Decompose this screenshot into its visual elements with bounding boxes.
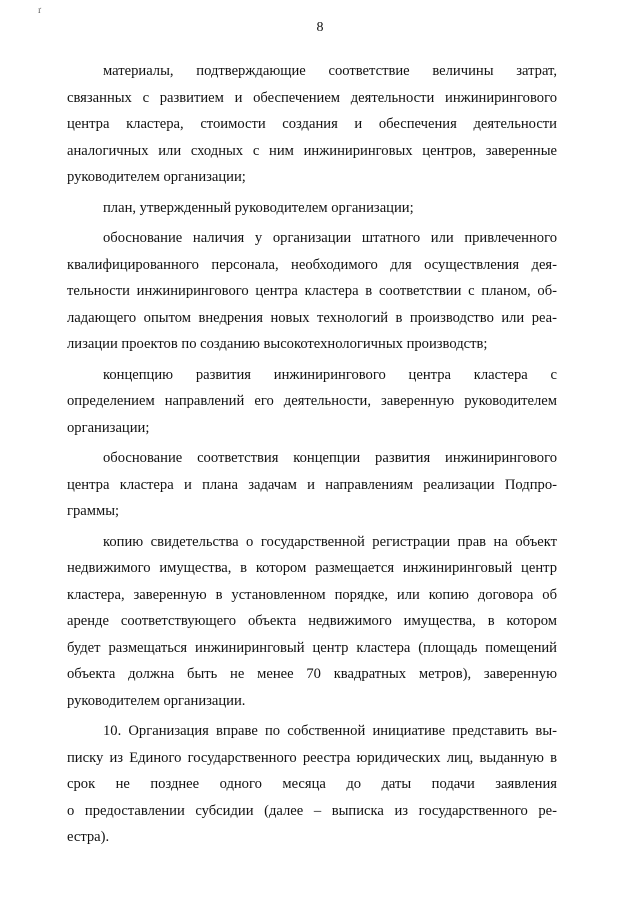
text-line: писку из Единого государственного реестра юридических лиц, выданную в <box>67 749 557 766</box>
text-line: недвижимого имущества, в котором размещается инжиниринговый центр <box>67 560 557 576</box>
paragraph-certificate <box>67 529 557 715</box>
text-line: материалы, подтверждающие соответствие величины затрат, <box>103 63 557 79</box>
text-line: организации; <box>67 419 150 436</box>
text-line: квалифицированного персонала, необходимого для осуществления дея- <box>67 256 557 273</box>
text-line: срок не позднее одного месяца до даты подачи заявления <box>67 776 557 792</box>
text-line: ладающего опытом внедрения новых технологий в производство или реа- <box>67 309 557 326</box>
paragraph-staff <box>67 225 557 358</box>
text-line: аренде соответствующего объекта недвижимого имущества, в котором <box>67 613 557 629</box>
text-line: лизации проектов по созданию высокотехнологичных производств; <box>67 336 488 352</box>
text-line: руководителем организации; <box>67 169 246 185</box>
text-line: естра). <box>67 829 110 845</box>
text-line: определением направлений его деятельности, заверенную руководителем <box>67 393 557 409</box>
text-line: объекта должна быть не менее 70 квадратных метров), заверенную <box>67 666 557 682</box>
paragraph-item-10 <box>67 718 557 851</box>
text-line: 10. Организация вправе по собственной инициативе представить вы- <box>103 723 557 739</box>
text-line: копию свидетельства о государственной регистрации прав на объект <box>103 533 557 550</box>
page-number: 8 <box>316 20 324 35</box>
text-line: центра кластера и плана задачам и направлениям реализации Подпро- <box>67 476 557 493</box>
text-line: аналогичных или сходных с ним инжиниринговых центров, заверенные <box>67 142 557 159</box>
text-line: обоснование соответствия концепции развития инжинирингового <box>103 450 557 466</box>
text-line: граммы; <box>67 503 120 519</box>
text-line: кластера, заверенную в установленном порядке, или копию договора об <box>67 586 557 603</box>
text-line: о предоставлении субсидии (далее – выписка из государственного ре- <box>67 802 557 819</box>
document-body <box>67 58 557 851</box>
text-line: связанных с развитием и обеспечением деятельности инжинирингового <box>67 89 557 106</box>
text-line: будет размещаться инжиниринговый центр кластера (площадь помещений <box>67 639 557 656</box>
paragraph-concept <box>67 362 557 442</box>
text-line: план, утвержденный руководителем организации; <box>103 199 414 216</box>
paragraph-plan <box>67 195 557 222</box>
paragraph-justification <box>67 445 557 525</box>
text-line: центра кластера, стоимости создания и обеспечения деятельности <box>67 116 557 132</box>
paragraph-materials <box>67 58 557 191</box>
text-line: тельности инжинирингового центра кластера в соответствии с планом, об- <box>67 283 557 299</box>
corner-mark: ґ <box>38 5 42 15</box>
text-line: обоснование наличия у организации штатного или привлеченного <box>103 230 557 246</box>
text-line: концепцию развития инжинирингового центра кластера с <box>103 366 557 383</box>
text-line: руководителем организации. <box>67 692 246 709</box>
